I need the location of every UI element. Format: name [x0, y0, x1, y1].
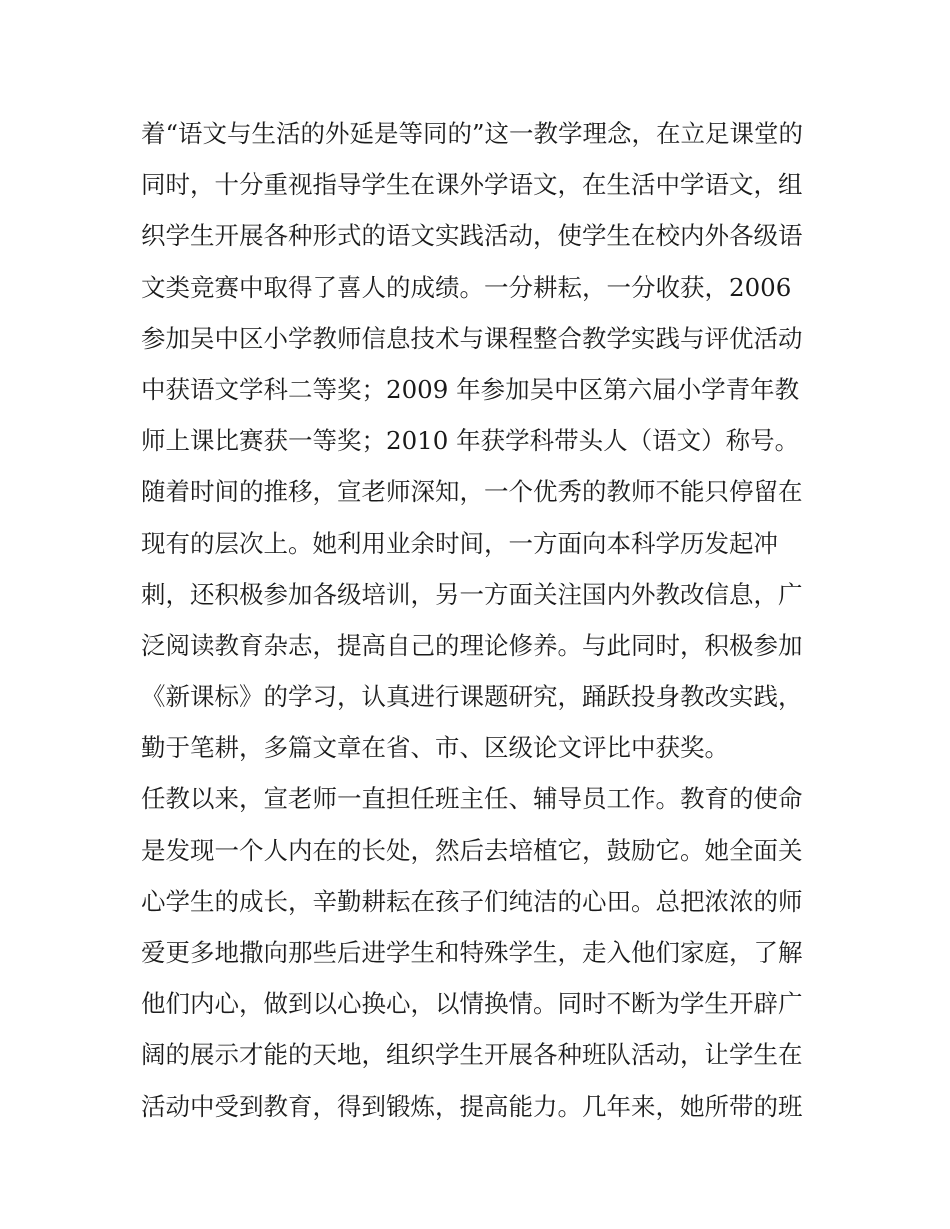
text-line-19: 阔的展示才能的天地，组织学生开展各种班队活动，让学生在 — [141, 1040, 803, 1070]
text-line-6: 中获语文学科二等奖；2009 年参加吴中区第六届小学青年教 — [141, 374, 800, 404]
text-line-11: 泛阅读教育杂志，提高自己的理论修养。与此同时，积极参加 — [141, 630, 803, 660]
text-line-7: 师上课比赛获一等奖；2010 年获学科带头人（语文）称号。 — [141, 426, 800, 456]
text-line-2: 同时，十分重视指导学生在课外学语文，在生活中学语文，组 — [141, 170, 803, 200]
text-line-8: 随着时间的推移，宣老师深知，一个优秀的教师不能只停留在 — [141, 477, 803, 507]
text-line-15: 是发现一个人内在的长处，然后去培植它，鼓励它。她全面关 — [141, 835, 803, 865]
text-line-3: 织学生开展各种形式的语文实践活动，使学生在校内外各级语 — [141, 221, 803, 251]
body-text — [141, 108, 821, 1132]
text-line-12: 《新课标》的学习，认真进行课题研究，踊跃投身教改实践， — [141, 682, 803, 712]
text-line-4: 文类竞赛中取得了喜人的成绩。一分耕耘，一分收获，2006 — [141, 272, 792, 302]
text-line-10: 刺，还积极参加各级培训，另一方面关注国内外教改信息，广 — [141, 579, 803, 609]
text-line-18: 他们内心，做到以心换心，以情换情。同时不断为学生开辟广 — [141, 989, 803, 1019]
text-line-14: 任教以来，宣老师一直担任班主任、辅导员工作。教育的使命 — [141, 784, 803, 814]
text-line-20: 活动中受到教育，得到锻炼，提高能力。几年来，她所带的班 — [141, 1091, 803, 1121]
text-line-13: 勤于笔耕，多篇文章在省、市、区级论文评比中获奖。 — [141, 733, 729, 763]
text-line-17: 爱更多地撒向那些后进学生和特殊学生，走入他们家庭，了解 — [141, 938, 803, 967]
text-line-9: 现有的层次上。她利用业余时间，一方面向本科学历发起冲 — [141, 528, 778, 558]
text-line-5: 参加吴中区小学教师信息技术与课程整合教学实践与评优活动 — [141, 323, 803, 353]
text-line-16: 心学生的成长，辛勤耕耘在孩子们纯洁的心田。总把浓浓的师 — [141, 886, 803, 916]
text-line-1: 着“语文与生活的外延是等同的”这一教学理念，在立足课堂的 — [141, 119, 804, 148]
